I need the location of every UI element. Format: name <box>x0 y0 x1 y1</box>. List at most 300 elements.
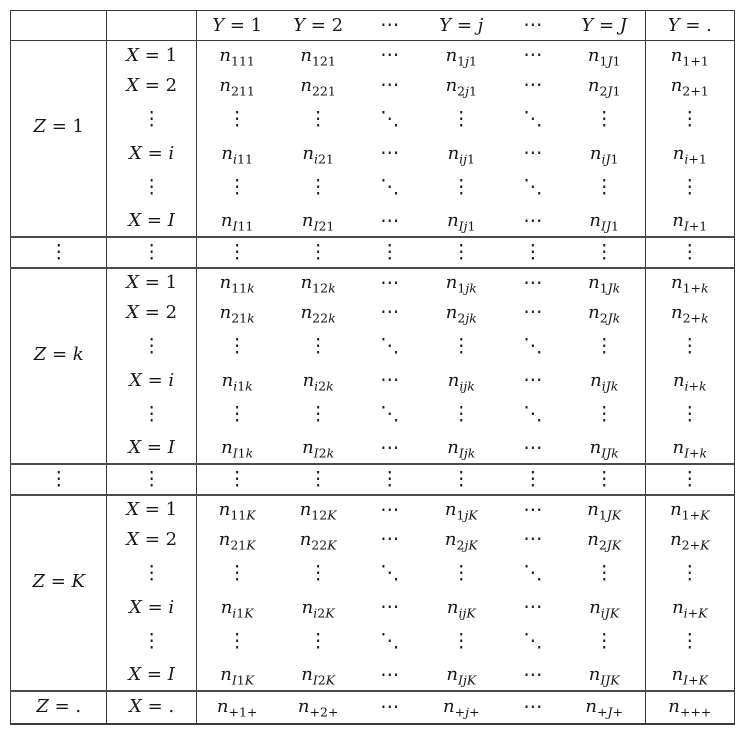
margin-dots-cell-text: ⋮ <box>680 630 700 652</box>
dots-cell-text: ⋮ <box>451 108 471 130</box>
count-cell <box>196 139 277 169</box>
count-cell-text: $n_{1jK}$ <box>444 499 478 523</box>
margin-dots-cell-text: ⋮ <box>680 240 700 263</box>
dots-cell-text: ⋮ <box>308 240 328 263</box>
dots-cell-text: ⋱ <box>380 403 400 425</box>
dots-cell-text: ⋱ <box>523 335 543 357</box>
dots-cell-text: ⋮ <box>451 403 471 425</box>
margin-cell-text: $n_{i+k}$ <box>672 369 707 394</box>
dots-cell <box>421 396 502 434</box>
count-cell <box>421 298 502 328</box>
dots-cell <box>359 464 421 495</box>
count-cell <box>421 41 502 71</box>
count-cell-text: $n_{221}$ <box>300 74 336 99</box>
dots-cell <box>196 169 277 207</box>
x-label-cell <box>107 661 196 691</box>
count-cell-text: $n_{2JK}$ <box>587 528 622 553</box>
count-cell-text: $n_{+1+}$ <box>216 696 258 720</box>
dots-cell <box>502 691 564 724</box>
count-cell-text: $n_{11k}$ <box>219 272 255 296</box>
z-dots-cell-text: ⋮ <box>49 240 69 263</box>
dots-cell <box>359 623 421 661</box>
margin-cell-text: $n_{1+1}$ <box>670 44 709 69</box>
block-dots-row <box>11 396 735 434</box>
dots-cell <box>278 555 359 593</box>
count-cell-text: $n_{IjK}$ <box>446 664 477 688</box>
dots-cell-text: ⋮ <box>451 467 471 490</box>
margin-dots-cell <box>645 169 734 207</box>
dots-cell <box>359 268 421 298</box>
block-dots-row <box>11 328 735 366</box>
count-cell-text: $n_{2Jk}$ <box>588 301 621 326</box>
count-cell <box>421 434 502 464</box>
count-cell <box>564 691 645 724</box>
dots-cell-text: ⋱ <box>380 108 400 130</box>
x-label-cell <box>107 71 196 101</box>
z-total-cell <box>11 691 107 724</box>
dots-cell-text: ⋯ <box>523 44 543 67</box>
dots-cell <box>564 237 645 268</box>
dots-cell-text: ⋮ <box>308 467 328 490</box>
dots-cell-text: ⋮ <box>451 562 471 584</box>
dots-cell <box>278 464 359 495</box>
dots-cell <box>196 555 277 593</box>
margin-cell <box>645 525 734 555</box>
count-cell-text: $n_{i11}$ <box>221 142 253 167</box>
dots-cell <box>421 464 502 495</box>
count-cell <box>421 495 502 525</box>
dots-cell <box>502 434 564 464</box>
margin-dots-cell-text: ⋮ <box>680 467 700 490</box>
x-dots-cell-text: ⋮ <box>142 467 162 490</box>
count-cell-text: $n_{IJ1}$ <box>589 210 619 234</box>
y-header-cell-text: Y = 2 <box>293 14 344 36</box>
count-cell-text: $n_{ij1}$ <box>447 142 475 167</box>
dots-cell <box>278 396 359 434</box>
y-margin-header-cell-text: Y = . <box>667 14 712 36</box>
count-cell <box>278 525 359 555</box>
count-cell <box>196 593 277 623</box>
z-label-text: Z = K <box>32 570 85 592</box>
dots-cell <box>196 396 277 434</box>
dots-cell <box>564 169 645 207</box>
z-total-cell-text: Z = . <box>36 696 82 717</box>
dots-cell-text: ⋯ <box>523 271 543 294</box>
dots-cell <box>502 11 564 41</box>
block-separator-row <box>11 237 735 268</box>
margin-cell <box>645 298 734 328</box>
count-cell <box>421 691 502 724</box>
count-cell <box>564 593 645 623</box>
count-cell-text: $n_{1JK}$ <box>587 499 622 523</box>
margin-cell-text: $n_{I+1}$ <box>672 210 708 234</box>
dots-cell-text: ⋯ <box>523 14 543 36</box>
dots-cell-text: ⋯ <box>523 596 543 618</box>
margin-cell-text: $n_{i+1}$ <box>672 142 707 167</box>
count-cell <box>196 41 277 71</box>
margin-dots-cell <box>645 623 734 661</box>
dots-cell-text: ⋮ <box>523 467 543 490</box>
dots-cell-text: ⋱ <box>380 630 400 652</box>
x-dots-cell <box>107 623 196 661</box>
dots-cell <box>359 11 421 41</box>
dots-cell <box>359 593 421 623</box>
dots-cell-text: ⋯ <box>523 301 543 323</box>
count-cell <box>278 366 359 396</box>
dots-cell <box>421 169 502 207</box>
dots-cell <box>359 661 421 691</box>
x-label-cell <box>107 41 196 71</box>
z-dots-cell <box>11 464 107 495</box>
dots-cell <box>502 207 564 237</box>
margin-cell-text: $n_{I+K}$ <box>671 664 708 688</box>
count-cell-text: $n_{IJk}$ <box>589 437 619 461</box>
count-cell-text: $n_{IJK}$ <box>588 664 620 688</box>
dots-cell-text: ⋱ <box>523 562 543 584</box>
margin-cell <box>645 495 734 525</box>
dots-cell-text: ⋮ <box>523 240 543 263</box>
count-cell-text: $n_{+j+}$ <box>443 696 480 720</box>
dots-cell <box>359 41 421 71</box>
dots-cell-text: ⋮ <box>227 630 247 652</box>
dots-cell-text: ⋯ <box>523 663 543 686</box>
count-cell <box>196 691 277 724</box>
count-cell <box>564 434 645 464</box>
count-cell-text: $n_{121}$ <box>300 44 336 69</box>
dots-cell-text: ⋯ <box>523 528 543 550</box>
margin-dots-cell-text: ⋮ <box>680 335 700 357</box>
dots-cell-text: ⋮ <box>594 335 614 357</box>
x-dots-cell <box>107 328 196 366</box>
count-cell-text: $n_{I2k}$ <box>302 437 335 461</box>
dots-cell-text: ⋮ <box>227 108 247 130</box>
margin-dots-cell-text: ⋮ <box>680 176 700 198</box>
count-cell <box>196 298 277 328</box>
count-cell-text: $n_{22k}$ <box>300 301 336 326</box>
dots-cell <box>359 366 421 396</box>
dots-cell <box>502 139 564 169</box>
margin-dots-cell <box>645 328 734 366</box>
dots-cell <box>564 328 645 366</box>
count-cell-text: $n_{2jk}$ <box>445 301 477 326</box>
dots-cell-text: ⋱ <box>380 335 400 357</box>
count-cell <box>278 71 359 101</box>
dots-cell-text: ⋮ <box>308 176 328 198</box>
dots-cell-text: ⋮ <box>308 403 328 425</box>
count-cell-text: $n_{2J1}$ <box>587 74 621 99</box>
count-cell-text: $n_{2jK}$ <box>444 528 478 553</box>
dots-cell <box>359 555 421 593</box>
dots-cell-text: ⋱ <box>523 108 543 130</box>
dots-cell <box>502 237 564 268</box>
x-label-cell-text: X = i <box>129 142 175 164</box>
count-cell-text: $n_{2j1}$ <box>445 74 477 99</box>
count-cell-text: $n_{21K}$ <box>218 528 256 553</box>
z-dots-cell <box>11 237 107 268</box>
dots-cell <box>421 623 502 661</box>
dots-cell-text: ⋮ <box>380 467 400 490</box>
dots-cell <box>421 237 502 268</box>
dots-cell <box>421 328 502 366</box>
x-label-cell <box>107 366 196 396</box>
count-cell <box>196 207 277 237</box>
x-label-cell-text: X = I <box>128 437 175 458</box>
table-row <box>11 661 735 691</box>
header-row <box>11 11 735 41</box>
x-label-cell-text: X = I <box>128 210 175 231</box>
count-cell-text: $n_{ijk}$ <box>447 369 475 394</box>
x-dots-cell <box>107 555 196 593</box>
z-dots-cell-text: ⋮ <box>49 467 69 490</box>
count-cell <box>564 268 645 298</box>
dots-cell <box>564 464 645 495</box>
table-row <box>11 139 735 169</box>
count-cell <box>278 434 359 464</box>
count-cell-text: $n_{+2+}$ <box>297 696 339 720</box>
dots-cell <box>502 366 564 396</box>
count-cell <box>564 495 645 525</box>
dots-cell <box>278 328 359 366</box>
dots-cell-text: ⋱ <box>380 562 400 584</box>
count-cell-text: $n_{i1K}$ <box>220 596 254 621</box>
count-cell <box>196 268 277 298</box>
dots-cell-text: ⋮ <box>227 403 247 425</box>
dots-cell <box>196 328 277 366</box>
grand-total-cell <box>645 691 734 724</box>
x-label-cell-text: X = 2 <box>126 301 178 323</box>
z-label-text: Z = 1 <box>33 116 84 138</box>
table-row <box>11 207 735 237</box>
contingency-table-body <box>11 11 735 724</box>
count-cell-text: $n_{i1k}$ <box>221 369 253 394</box>
x-dots-cell-text: ⋮ <box>142 630 162 652</box>
count-cell <box>421 366 502 396</box>
dots-cell-text: ⋱ <box>523 403 543 425</box>
count-cell-text: $n_{1Jk}$ <box>588 272 621 296</box>
dots-cell <box>359 237 421 268</box>
count-cell <box>564 661 645 691</box>
dots-cell-text: ⋮ <box>594 108 614 130</box>
margin-cell <box>645 593 734 623</box>
dots-cell <box>359 207 421 237</box>
dots-cell-text: ⋮ <box>227 176 247 198</box>
dots-cell-text: ⋮ <box>594 562 614 584</box>
count-cell <box>421 525 502 555</box>
margin-cell <box>645 661 734 691</box>
dots-cell-text: ⋯ <box>380 436 400 459</box>
y-header-cell <box>196 11 277 41</box>
count-cell-text: $n_{iJk}$ <box>590 369 619 394</box>
count-cell-text: $n_{Ij1}$ <box>447 210 476 234</box>
x-label-cell <box>107 298 196 328</box>
margin-dots-cell <box>645 237 734 268</box>
count-cell <box>564 139 645 169</box>
table-row <box>11 41 735 71</box>
x-dots-cell <box>107 101 196 139</box>
x-dots-cell-text: ⋮ <box>142 403 162 425</box>
dots-cell-text: ⋱ <box>380 176 400 198</box>
count-cell-text: $n_{211}$ <box>219 74 255 99</box>
dots-cell-text: ⋯ <box>380 142 400 164</box>
count-cell <box>564 41 645 71</box>
y-header-cell <box>421 11 502 41</box>
dots-cell-text: ⋯ <box>380 596 400 618</box>
dots-cell <box>502 169 564 207</box>
count-cell <box>421 593 502 623</box>
dots-cell <box>502 41 564 71</box>
dots-cell <box>502 268 564 298</box>
dots-cell <box>196 464 277 495</box>
block-dots-row <box>11 169 735 207</box>
dots-cell <box>359 691 421 724</box>
block-separator-row <box>11 464 735 495</box>
dots-cell-text: ⋮ <box>227 240 247 263</box>
margin-dots-cell <box>645 464 734 495</box>
count-cell-text: $n_{i2K}$ <box>301 596 335 621</box>
margin-cell <box>645 41 734 71</box>
margin-dots-cell-text: ⋮ <box>680 562 700 584</box>
x-label-cell <box>107 495 196 525</box>
dots-cell-text: ⋯ <box>380 498 400 521</box>
dots-cell-text: ⋯ <box>380 695 400 718</box>
margin-cell-text: $n_{1+K}$ <box>670 499 710 523</box>
x-dots-cell-text: ⋮ <box>142 562 162 584</box>
dots-cell-text: ⋯ <box>523 369 543 391</box>
dots-cell-text: ⋯ <box>380 74 400 96</box>
dots-cell <box>502 328 564 366</box>
x-dots-cell <box>107 396 196 434</box>
dots-cell <box>196 237 277 268</box>
count-cell <box>421 268 502 298</box>
count-cell-text: $n_{I21}$ <box>301 210 335 234</box>
count-cell <box>278 298 359 328</box>
count-cell <box>196 366 277 396</box>
dots-cell-text: ⋮ <box>308 630 328 652</box>
count-cell-text: $n_{i2k}$ <box>302 369 334 394</box>
margin-cell-text: $n_{I+k}$ <box>672 437 708 461</box>
count-cell <box>196 434 277 464</box>
x-dots-cell-text: ⋮ <box>142 176 162 198</box>
count-cell-text: $n_{I1k}$ <box>221 437 254 461</box>
dots-cell <box>502 555 564 593</box>
dots-cell-text: ⋯ <box>380 44 400 67</box>
dots-cell-text: ⋯ <box>523 209 543 232</box>
dots-cell-text: ⋱ <box>523 176 543 198</box>
margin-cell-text: $n_{2+K}$ <box>670 528 710 553</box>
dots-cell <box>359 298 421 328</box>
table-row <box>11 298 735 328</box>
y-header-cell-text: Y = J <box>581 14 627 36</box>
table-row <box>11 434 735 464</box>
dots-cell-text: ⋮ <box>227 335 247 357</box>
count-cell-text: $n_{Ijk}$ <box>447 437 476 461</box>
margin-cell <box>645 268 734 298</box>
x-label-cell-text: X = 2 <box>126 528 178 550</box>
count-cell-text: $n_{22K}$ <box>299 528 337 553</box>
count-cell <box>421 139 502 169</box>
count-cell-text: $n_{i21}$ <box>302 142 334 167</box>
margin-cell <box>645 139 734 169</box>
x-label-cell-text: X = I <box>128 664 175 685</box>
count-cell <box>564 71 645 101</box>
dots-cell <box>359 328 421 366</box>
table-row <box>11 525 735 555</box>
count-cell <box>278 691 359 724</box>
y-header-cell <box>564 11 645 41</box>
dots-cell <box>359 396 421 434</box>
count-cell-text: $n_{12k}$ <box>300 272 336 296</box>
count-cell <box>278 207 359 237</box>
count-cell <box>278 661 359 691</box>
x-label-cell-text: X = 1 <box>126 44 178 66</box>
dots-cell <box>359 169 421 207</box>
dots-cell <box>421 555 502 593</box>
dots-cell <box>564 555 645 593</box>
dots-cell-text: ⋯ <box>523 74 543 96</box>
y-margin-header-cell <box>645 11 734 41</box>
dots-cell <box>359 71 421 101</box>
dots-cell <box>502 101 564 139</box>
dots-cell-text: ⋮ <box>594 176 614 198</box>
dots-cell <box>564 396 645 434</box>
dots-cell-text: ⋯ <box>523 436 543 459</box>
count-cell-text: $n_{I1K}$ <box>220 664 255 688</box>
count-cell-text: $n_{I11}$ <box>220 210 254 234</box>
count-cell-text: $n_{1jk}$ <box>445 272 477 296</box>
x-label-cell <box>107 207 196 237</box>
dots-cell-text: ⋮ <box>451 335 471 357</box>
x-total-cell <box>107 691 196 724</box>
dots-cell <box>564 101 645 139</box>
dots-cell-text: ⋮ <box>227 467 247 490</box>
count-cell-text: $n_{ijK}$ <box>446 596 476 621</box>
dots-cell-text: ⋯ <box>380 528 400 550</box>
dots-cell-text: ⋯ <box>380 663 400 686</box>
block-dots-row <box>11 623 735 661</box>
count-cell <box>196 71 277 101</box>
count-cell <box>421 71 502 101</box>
dots-cell <box>359 495 421 525</box>
dots-cell-text: ⋯ <box>380 369 400 391</box>
margin-cell <box>645 207 734 237</box>
grand-total-cell-text: $n_{+++}$ <box>668 696 712 720</box>
count-cell <box>421 207 502 237</box>
x-total-cell-text: X = . <box>129 696 175 717</box>
count-cell <box>278 41 359 71</box>
count-cell <box>278 268 359 298</box>
dots-cell-text: ⋮ <box>451 240 471 263</box>
dots-cell <box>278 623 359 661</box>
x-dots-cell <box>107 237 196 268</box>
dots-cell <box>502 661 564 691</box>
dots-cell <box>196 623 277 661</box>
dots-cell <box>564 623 645 661</box>
count-cell-text: $n_{I2K}$ <box>301 664 336 688</box>
count-cell <box>564 525 645 555</box>
count-cell-text: $n_{11K}$ <box>218 499 256 523</box>
dots-cell <box>278 237 359 268</box>
count-cell <box>278 593 359 623</box>
dots-cell <box>502 464 564 495</box>
dots-cell-text: ⋮ <box>308 562 328 584</box>
count-cell-text: $n_{iJK}$ <box>589 596 620 621</box>
margin-dots-cell-text: ⋮ <box>680 403 700 425</box>
margin-dots-cell <box>645 555 734 593</box>
dots-cell-text: ⋮ <box>594 240 614 263</box>
dots-cell-text: ⋯ <box>380 14 400 36</box>
dots-cell <box>502 495 564 525</box>
dots-cell-text: ⋮ <box>308 108 328 130</box>
